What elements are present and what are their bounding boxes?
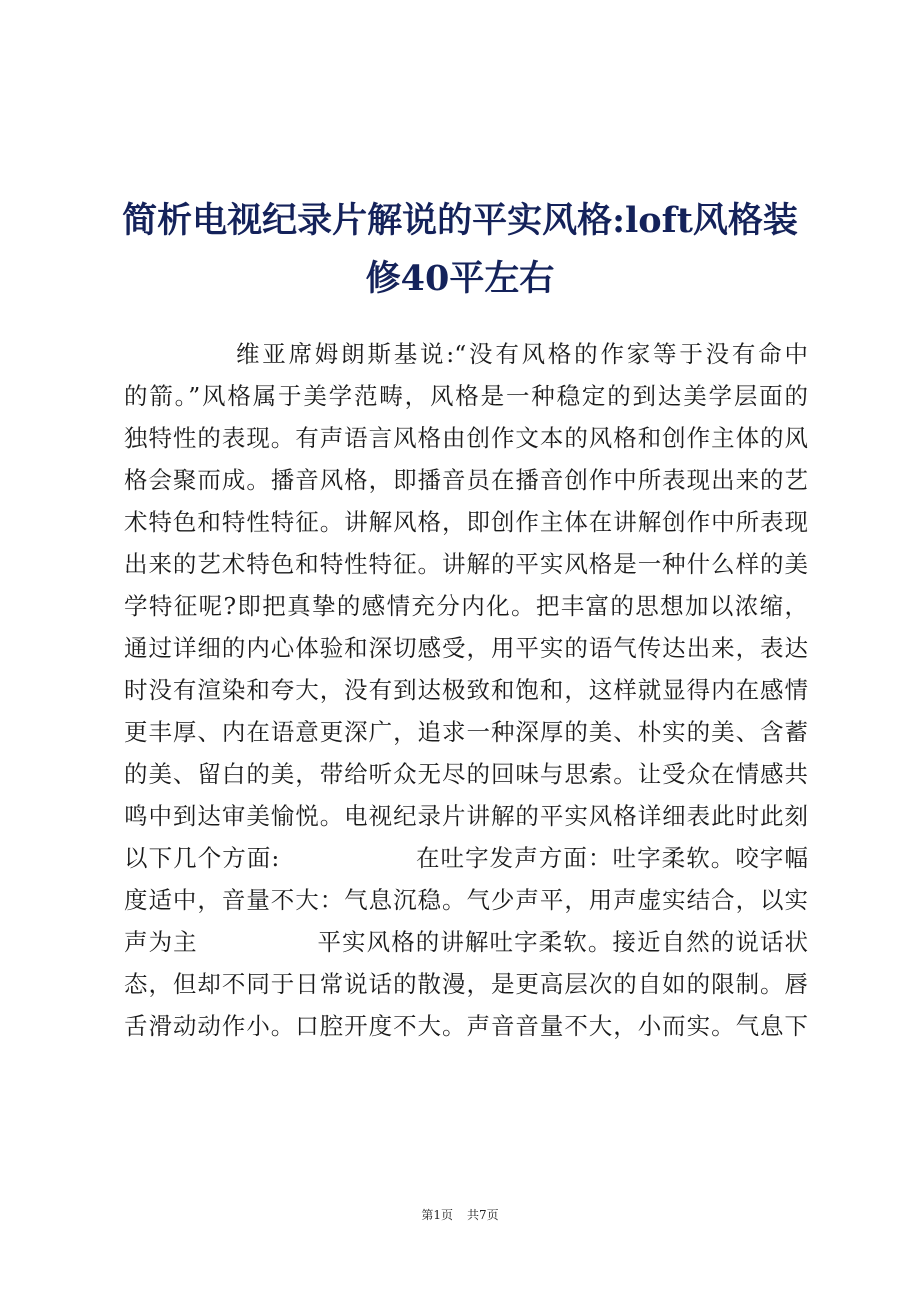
page-footer xyxy=(0,1206,920,1224)
text-line: 以下几个方面: 在吐字发声方面：吐字柔软。咬字幅 xyxy=(124,844,808,872)
text-line: 的美、留白的美，带给听众无尽的回味与思索。让受众在情感共 xyxy=(124,760,808,788)
text-line: 更丰厚、内在语意更深广，追求一种深厚的美、朴实的美、含蓄 xyxy=(124,718,808,746)
text-line: 的箭。”风格属于美学范畴，风格是一种稳定的到达美学层面的 xyxy=(124,382,808,410)
text-line: 维亚席姆朗斯基说:“没有风格的作家等于没有命中 xyxy=(236,340,808,368)
text-line: 舌滑动动作小。口腔开度不大。声音音量不大，小而实。气息下 xyxy=(124,1012,808,1040)
title-line-2: 修40平左右 xyxy=(365,258,555,299)
text-line: 独特性的表现。有声语言风格由创作文本的风格和创作主体的风 xyxy=(124,424,808,452)
page-total: 共7页 xyxy=(467,1208,499,1222)
text-line: 度适中，音量不大：气息沉稳。气少声平，用声虚实结合，以实 xyxy=(124,886,808,914)
text-line: 格会聚而成。播音风格，即播音员在播音创作中所表现出来的艺 xyxy=(124,466,808,494)
body-paragraph xyxy=(124,333,808,1047)
text-line: 态，但却不同于日常说话的散漫，是更高层次的自如的限制。唇 xyxy=(124,970,808,998)
text-line: 术特色和特性特征。讲解风格，即创作主体在讲解创作中所表现 xyxy=(124,508,808,536)
text-line: 通过详细的内心体验和深切感受，用平实的语气传达出来，表达 xyxy=(124,634,808,662)
text-line: 声为主 平实风格的讲解吐字柔软。接近自然的说话状 xyxy=(124,928,808,956)
text-line: 鸣中到达审美愉悦。电视纪录片讲解的平实风格详细表此时此刻 xyxy=(124,802,808,830)
text-line: 出来的艺术特色和特性特征。讲解的平实风格是一种什么样的美 xyxy=(124,550,808,578)
title-line-1: 简析电视纪录片解说的平实风格:loft风格装 xyxy=(122,200,798,241)
text-line: 学特征呢?即把真挚的感情充分内化。把丰富的思想加以浓缩， xyxy=(124,592,808,620)
page-number: 第1页 xyxy=(421,1208,453,1222)
document-title xyxy=(110,192,810,308)
text-line: 时没有渲染和夸大，没有到达极致和饱和，这样就显得内在感情 xyxy=(124,676,808,704)
